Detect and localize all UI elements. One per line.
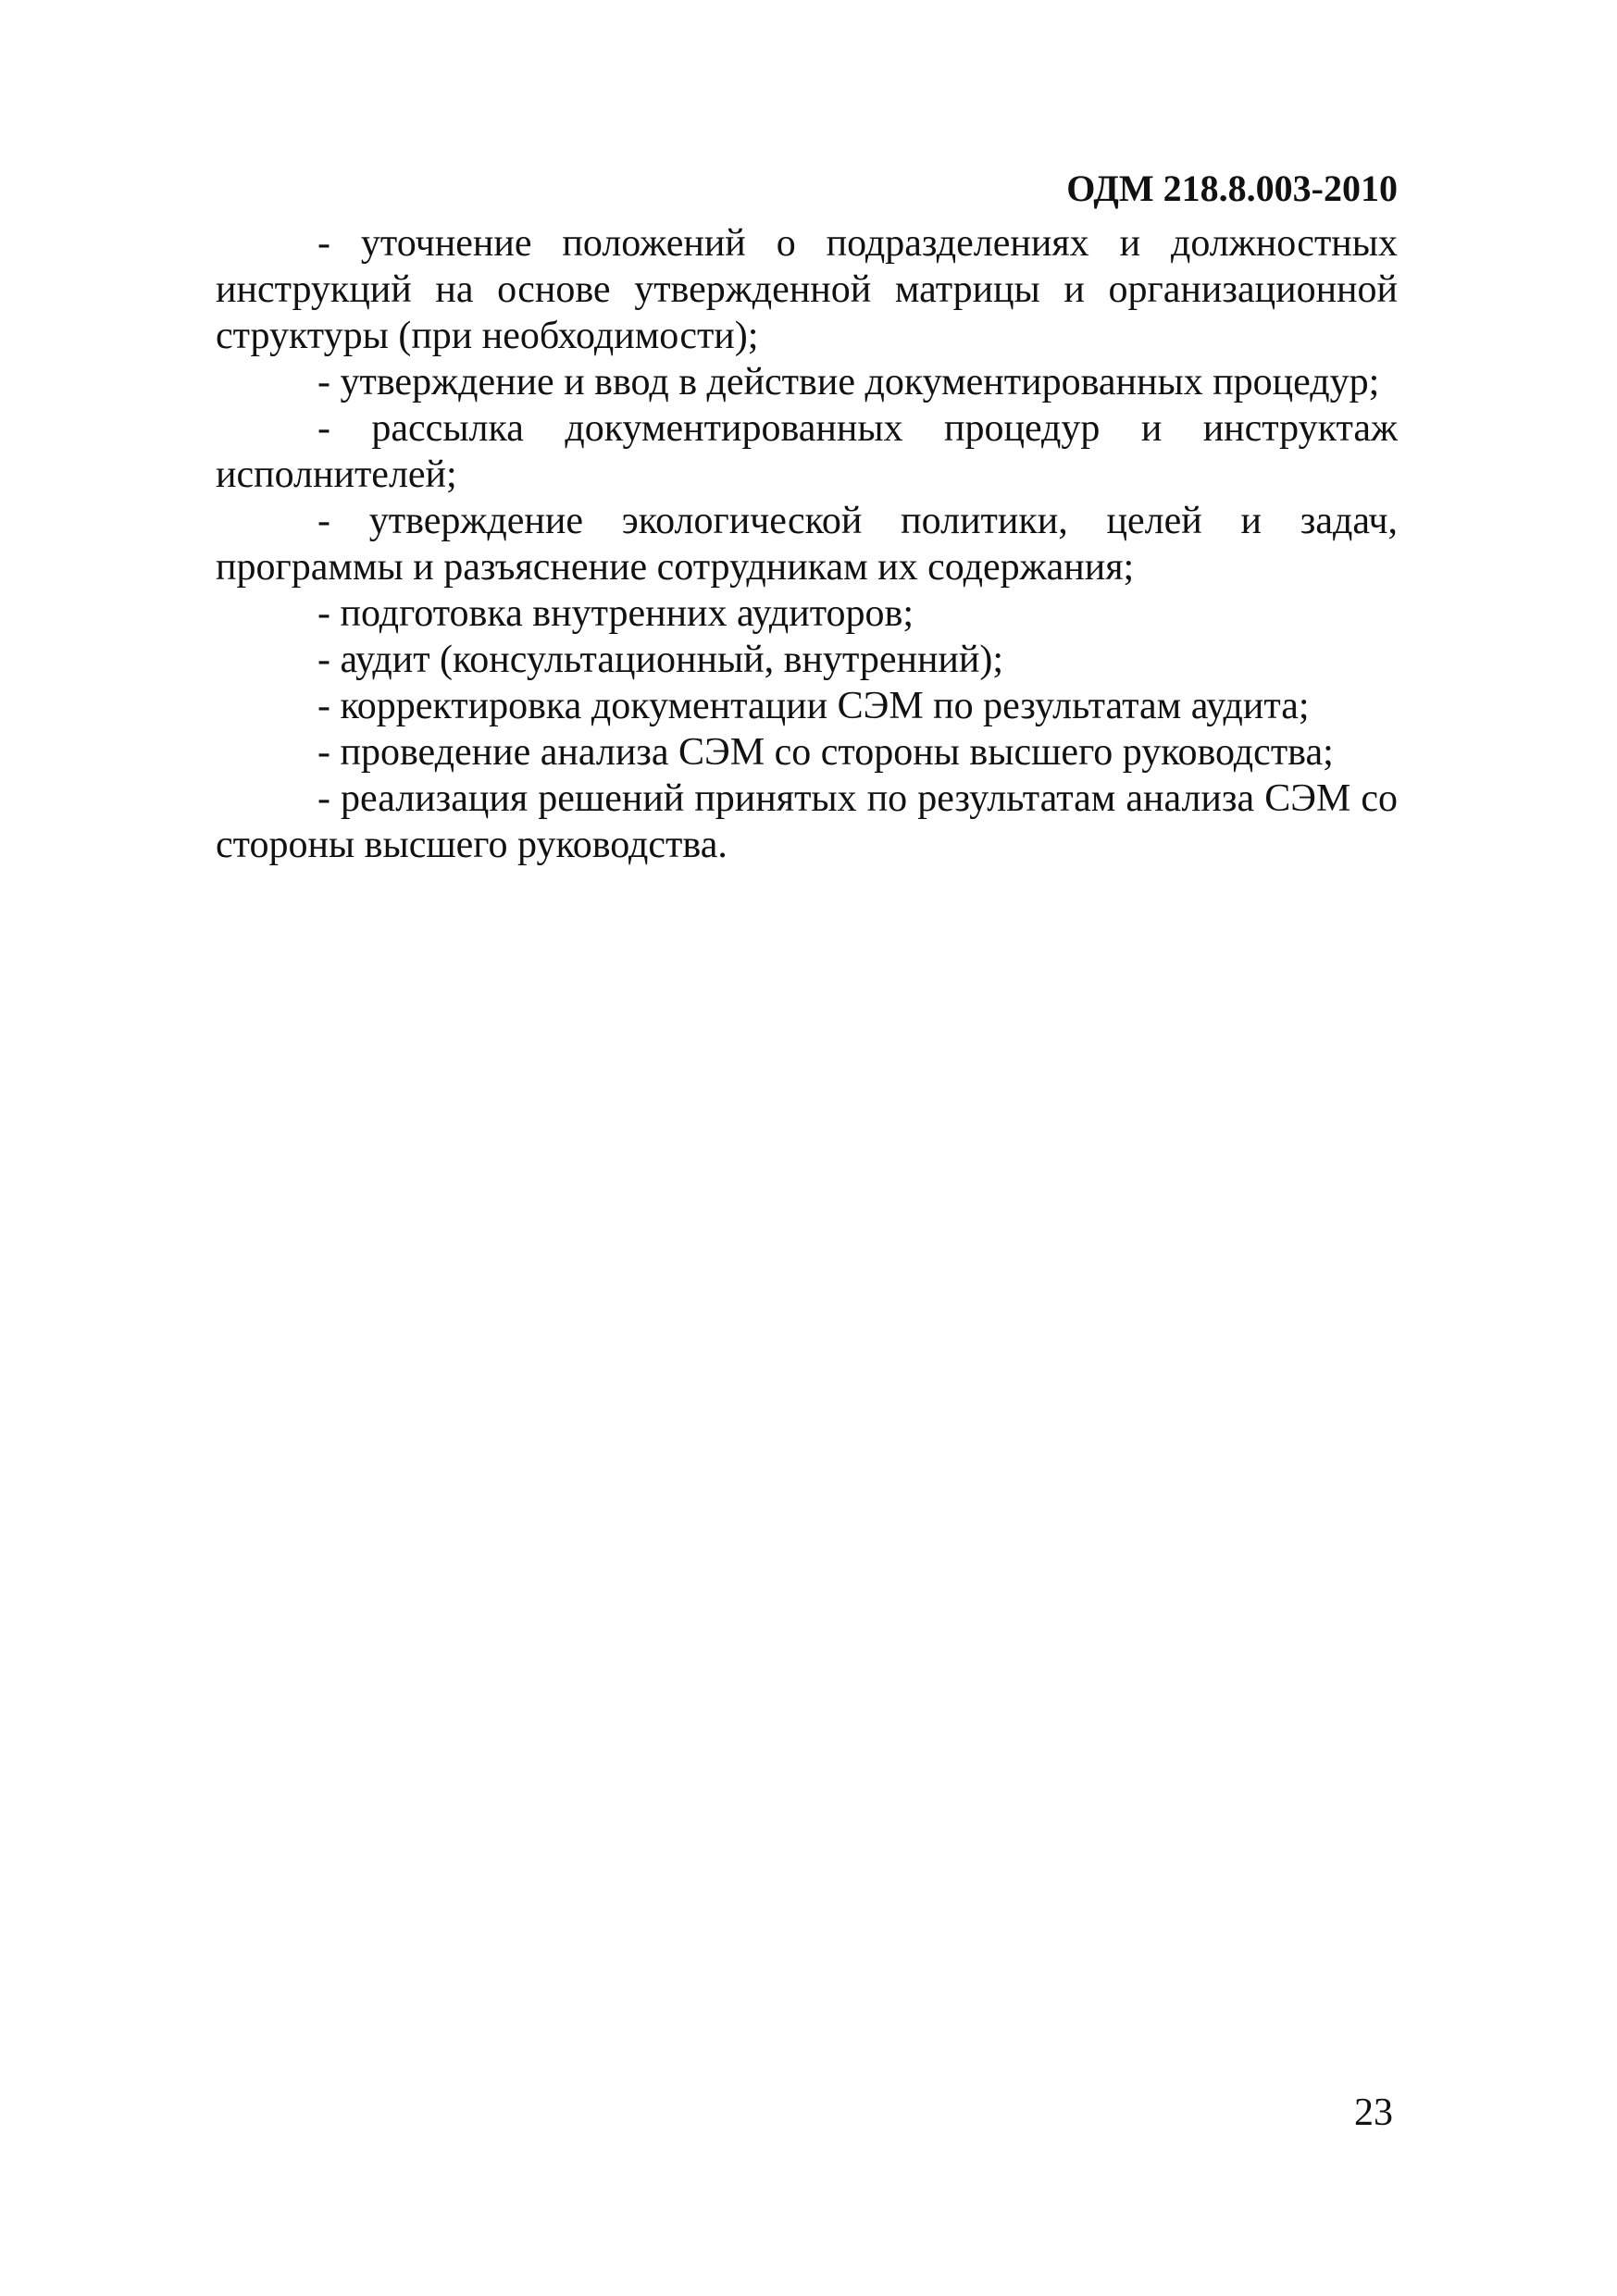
list-item: - проведение анализа СЭМ со стороны высшего руководства; <box>317 731 1334 774</box>
list-item: - подготовка внутренних аудиторов; <box>317 592 914 635</box>
list-item: - корректировка документации СЭМ по результатам аудита; <box>317 685 1310 727</box>
list-item: - аудит (консультационный, внутренний); <box>317 639 1004 681</box>
list-item: - рассылка документированных процедур и инструктаж исполнителей; <box>216 407 1398 496</box>
document-code-header: ОДМ 218.8.003-2010 <box>1066 168 1398 209</box>
list-item: - утверждение и ввод в действие документированных процедур; <box>317 361 1380 403</box>
list-item: - уточнение положений о подразделениях и должностных инструкций на основе утвержденной матрицы и организационной структуры (при необходимости); <box>216 222 1398 357</box>
list-item: - утверждение экологической политики, целей и задач, программы и разъяснение сотрудникам их содержания; <box>216 500 1398 589</box>
page-number: 23 <box>1354 2091 1393 2134</box>
list-item: - реализация решений принятых по результатам анализа СЭМ со стороны высшего руководства. <box>216 777 1398 866</box>
document-body <box>216 220 1398 868</box>
